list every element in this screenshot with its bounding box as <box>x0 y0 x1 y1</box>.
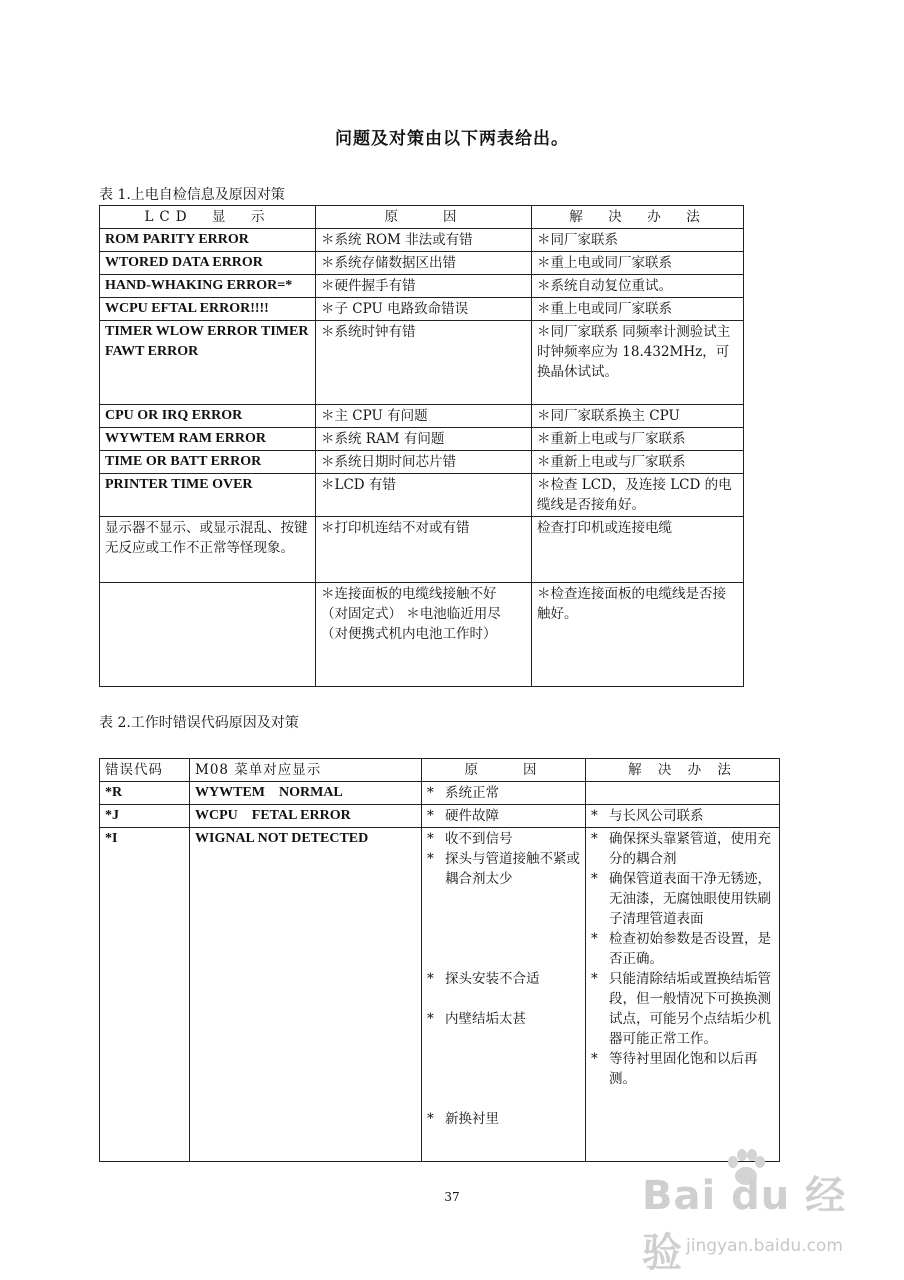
table1-cell-cause: ＊系统 ROM 非法或有错 <box>316 229 532 252</box>
table1-cell-solution: ＊检查 LCD，及连接 LCD 的电缆线是否接角好。 <box>532 474 744 517</box>
list-item: * 等待衬里固化饱和以后再测。 <box>591 1051 758 1087</box>
table2-header-code: 错误代码 <box>100 759 190 782</box>
table1-cell-solution: ＊重新上电或与厂家联系 <box>532 428 744 451</box>
table1-cell-solution: ＊系统自动复位重试。 <box>532 275 744 298</box>
table-row <box>100 451 744 474</box>
list-item: * 确保管道表面干净无锈迹，无油漆，无腐蚀眼使用铁刷子清理管道表面 <box>591 871 771 927</box>
watermark-url: jingyan.baidu.com <box>686 1236 843 1256</box>
table-row <box>100 828 780 1162</box>
table1-cell-cause: ＊系统时钟有错 <box>316 321 532 405</box>
table-row <box>100 805 780 828</box>
table1-cell-display: WCPU EFTAL ERROR!!!! <box>100 298 316 321</box>
table1-cell-solution: ＊检查连接面板的电缆线是否接触好。 <box>532 583 744 687</box>
table2-cell-display: WIGNAL NOT DETECTED <box>190 828 422 1162</box>
table1-cell-display: WYWTEM RAM ERROR <box>100 428 316 451</box>
list-item: * 新换衬里 <box>427 1111 499 1127</box>
list-item: * 硬件故障 <box>427 808 499 824</box>
table1-caption: 表 1.上电自检信息及原因对策 <box>99 187 285 203</box>
table1 <box>99 205 744 687</box>
table1-header-cause: 原 因 <box>316 206 532 229</box>
table-row <box>100 275 744 298</box>
table1-cell-solution: ＊同厂家联系 <box>532 229 744 252</box>
list-item: * 与长风公司联系 <box>591 808 704 824</box>
table1-cell-display: WTORED DATA ERROR <box>100 252 316 275</box>
list-item: * 收不到信号 <box>427 831 513 847</box>
table1-cell-display <box>100 583 316 687</box>
page-number: 37 <box>444 1190 460 1204</box>
list-item: * 确保探头靠紧管道，使用充分的耦合剂 <box>591 831 771 867</box>
table-row <box>100 517 744 583</box>
table2-cell-code: *I <box>100 828 190 1162</box>
table2-cell-solution <box>586 805 780 828</box>
table1-cell-cause: ＊连接面板的电缆线接触不好 （对固定式） ＊电池临近用尽（对便携式机内电池工作时） <box>316 583 532 687</box>
table1-cell-solution: ＊同厂家联系换主 CPU <box>532 405 744 428</box>
table2 <box>99 758 780 1162</box>
table1-cell-display: ROM PARITY ERROR <box>100 229 316 252</box>
watermark-main-text: Bai du 经验 <box>642 1173 847 1276</box>
table1-header-display: LCD 显 示 <box>100 206 316 229</box>
list-item: * 探头与管道接触不紧或耦合剂太少 <box>427 851 580 887</box>
table1-header-row <box>100 206 744 229</box>
table-row <box>100 428 744 451</box>
list-item: * 内壁结垢太甚 <box>427 1011 526 1027</box>
table2-cell-cause <box>422 782 586 805</box>
table1-cell-display: TIME OR BATT ERROR <box>100 451 316 474</box>
table2-cell-display: WCPU FETAL ERROR <box>190 805 422 828</box>
list-item: * 只能清除结垢或置换结垢管段，但一般情况下可换换测试点，可能另个点结垢少机器可能正常工作。 <box>591 971 771 1047</box>
table2-cell-display: WYWTEM NORMAL <box>190 782 422 805</box>
table-row <box>100 474 744 517</box>
table-row <box>100 298 744 321</box>
list-item: * 探头安装不合适 <box>427 971 540 987</box>
table1-cell-display: PRINTER TIME OVER <box>100 474 316 517</box>
table1-cell-solution: ＊重上电或同厂家联系 <box>532 298 744 321</box>
table1-cell-cause: ＊子 CPU 电路致命错误 <box>316 298 532 321</box>
table1-cell-cause: ＊LCD 有错 <box>316 474 532 517</box>
table1-cell-cause: ＊系统日期时间芯片错 <box>316 451 532 474</box>
table2-caption: 表 2.工作时错误代码原因及对策 <box>99 715 299 731</box>
table2-cell-solution <box>586 782 780 805</box>
table-row <box>100 252 744 275</box>
table2-cell-code: *J <box>100 805 190 828</box>
table1-cell-solution: ＊重上电或同厂家联系 <box>532 252 744 275</box>
table2-header-cause: 原 因 <box>422 759 586 782</box>
table2-cell-code: *R <box>100 782 190 805</box>
table1-cell-cause: ＊硬件握手有错 <box>316 275 532 298</box>
table-row <box>100 405 744 428</box>
table-row <box>100 229 744 252</box>
list-item: * 系统正常 <box>427 785 499 801</box>
table1-cell-cause: ＊系统 RAM 有问题 <box>316 428 532 451</box>
table1-cell-solution: ＊同厂家联系 同频率计测验试主时钟频率应为 18.432MHz，可换晶休试试。 <box>532 321 744 405</box>
table2-header-row <box>100 759 780 782</box>
page-heading: 问题及对策由以下两表给出。 <box>335 129 569 149</box>
table1-cell-display: TIMER WLOW ERROR TIMER FAWT ERROR <box>100 321 316 405</box>
table2-cell-solution <box>586 828 780 1162</box>
table1-cell-solution: ＊重新上电或与厂家联系 <box>532 451 744 474</box>
table2-header-display: M08 菜单对应显示 <box>190 759 422 782</box>
table-row <box>100 583 744 687</box>
table1-header-solution: 解 决 办 法 <box>532 206 744 229</box>
table1-cell-cause: ＊系统存储数据区出错 <box>316 252 532 275</box>
table2-cell-cause <box>422 805 586 828</box>
table-row <box>100 321 744 405</box>
table1-cell-display: 显示器不显示、或显示混乱、按键无反应或工作不正常等怪现象。 <box>100 517 316 583</box>
list-item: * 检查初始参数是否设置，是否正确。 <box>591 931 771 967</box>
table1-cell-cause: ＊主 CPU 有问题 <box>316 405 532 428</box>
table1-cell-cause: ＊打印机连结不对或有错 <box>316 517 532 583</box>
baidu-jingyan-watermark <box>628 1148 868 1276</box>
table1-cell-display: HAND-WHAKING ERROR=* <box>100 275 316 298</box>
table1-cell-solution: 检查打印机或连接电缆 <box>532 517 744 583</box>
table-row <box>100 782 780 805</box>
table2-header-solution: 解 决 办 法 <box>586 759 780 782</box>
table1-cell-display: CPU OR IRQ ERROR <box>100 405 316 428</box>
table2-cell-cause <box>422 828 586 1162</box>
